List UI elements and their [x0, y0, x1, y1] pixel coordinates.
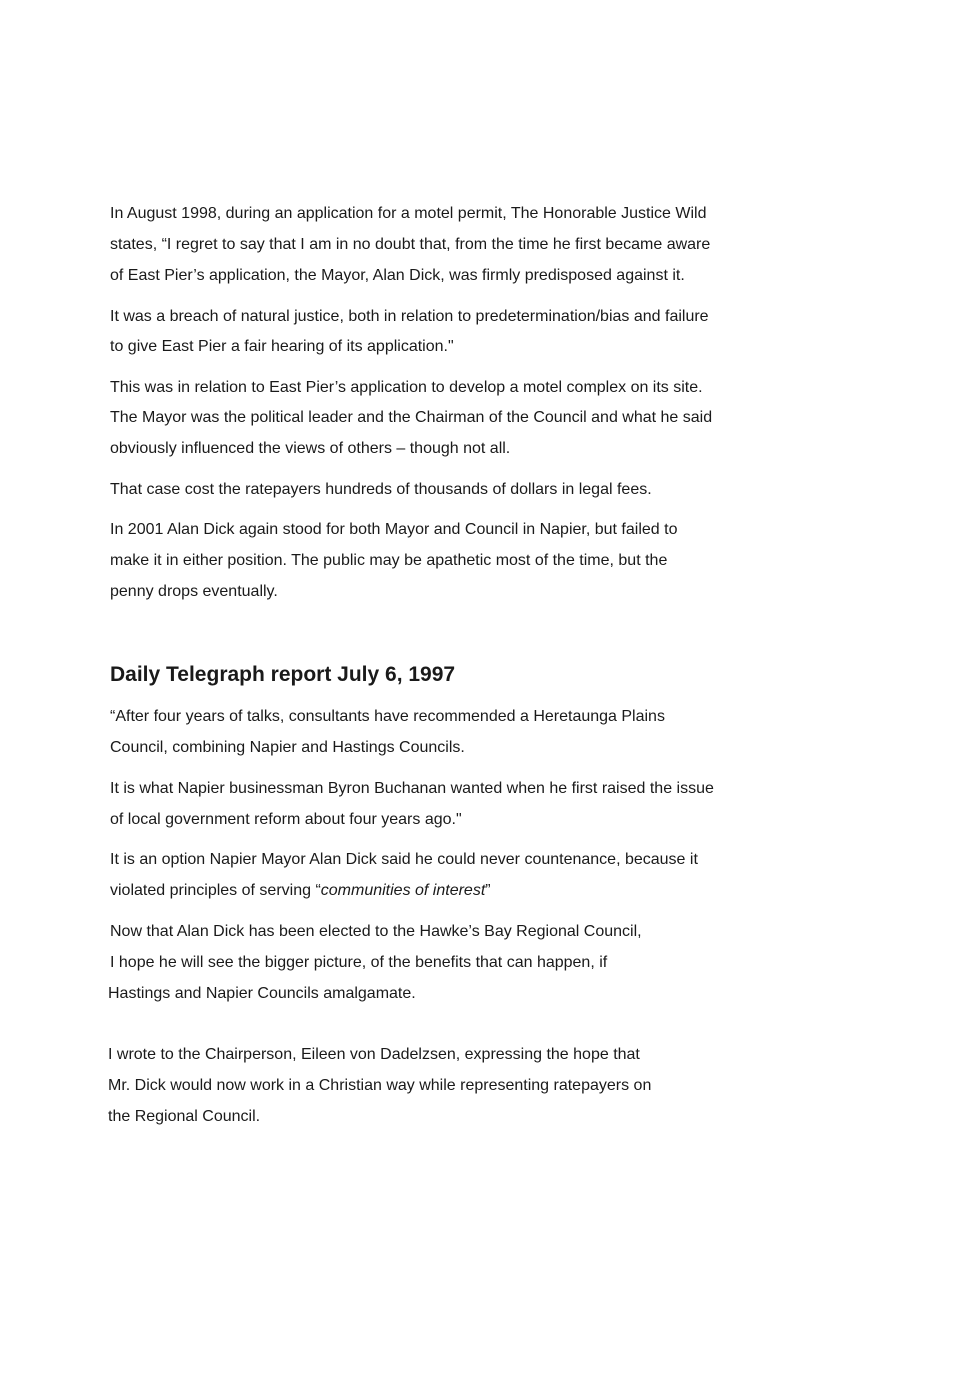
text-span: ”	[485, 882, 491, 899]
text-line: of East Pier’s application, the Mayor, Alan Dick, was firmly predisposed against it.	[110, 267, 685, 284]
text-line: obviously influenced the views of others – though not all.	[110, 440, 511, 457]
text-line: the Regional Council.	[108, 1108, 261, 1125]
text-line: In August 1998, during an application for a motel permit, The Honorable Justice Wild	[110, 205, 707, 222]
emphasis-text: communities of interest	[320, 882, 486, 899]
text-line: Now that Alan Dick has been elected to the Hawke’s Bay Regional Council,	[110, 923, 642, 940]
text-line: It is what Napier businessman Byron Buchanan wanted when he first raised the issue	[110, 780, 714, 797]
text-line: “After four years of talks, consultants have recommended a Heretaunga Plains	[110, 708, 665, 725]
section-heading: Daily Telegraph report July 6, 1997	[110, 663, 456, 686]
text-line: to give East Pier a fair hearing of its application."	[110, 338, 454, 355]
text-line: It was a breach of natural justice, both in relation to predetermination/bias and failure	[110, 308, 709, 325]
text-line	[110, 881, 491, 901]
text-line: In 2001 Alan Dick again stood for both Mayor and Council in Napier, but failed to	[110, 521, 678, 538]
text-line: I wrote to the Chairperson, Eileen von Dadelzsen, expressing the hope that	[108, 1046, 640, 1063]
text-line: Hastings and Napier Councils amalgamate.	[108, 985, 416, 1002]
text-line: It is an option Napier Mayor Alan Dick said he could never countenance, because it	[110, 851, 698, 868]
text-line: make it in either position. The public may be apathetic most of the time, but the	[110, 552, 668, 569]
text-span: violated principles of serving “	[110, 882, 321, 899]
text-line: That case cost the ratepayers hundreds of thousands of dollars in legal fees.	[110, 481, 652, 498]
text-line: of local government reform about four years ago."	[110, 811, 462, 828]
text-line: penny drops eventually.	[110, 583, 278, 600]
text-line: Council, combining Napier and Hastings Councils.	[110, 739, 465, 756]
text-line: states, “I regret to say that I am in no doubt that, from the time he first became aware	[110, 236, 711, 253]
text-line: I hope he will see the bigger picture, of the benefits that can happen, if	[110, 954, 608, 971]
text-line: Mr. Dick would now work in a Christian way while representing ratepayers on	[108, 1077, 652, 1094]
text-line: This was in relation to East Pier’s application to develop a motel complex on its site.	[110, 379, 703, 396]
text-line: The Mayor was the political leader and the Chairman of the Council and what he said	[110, 409, 713, 426]
